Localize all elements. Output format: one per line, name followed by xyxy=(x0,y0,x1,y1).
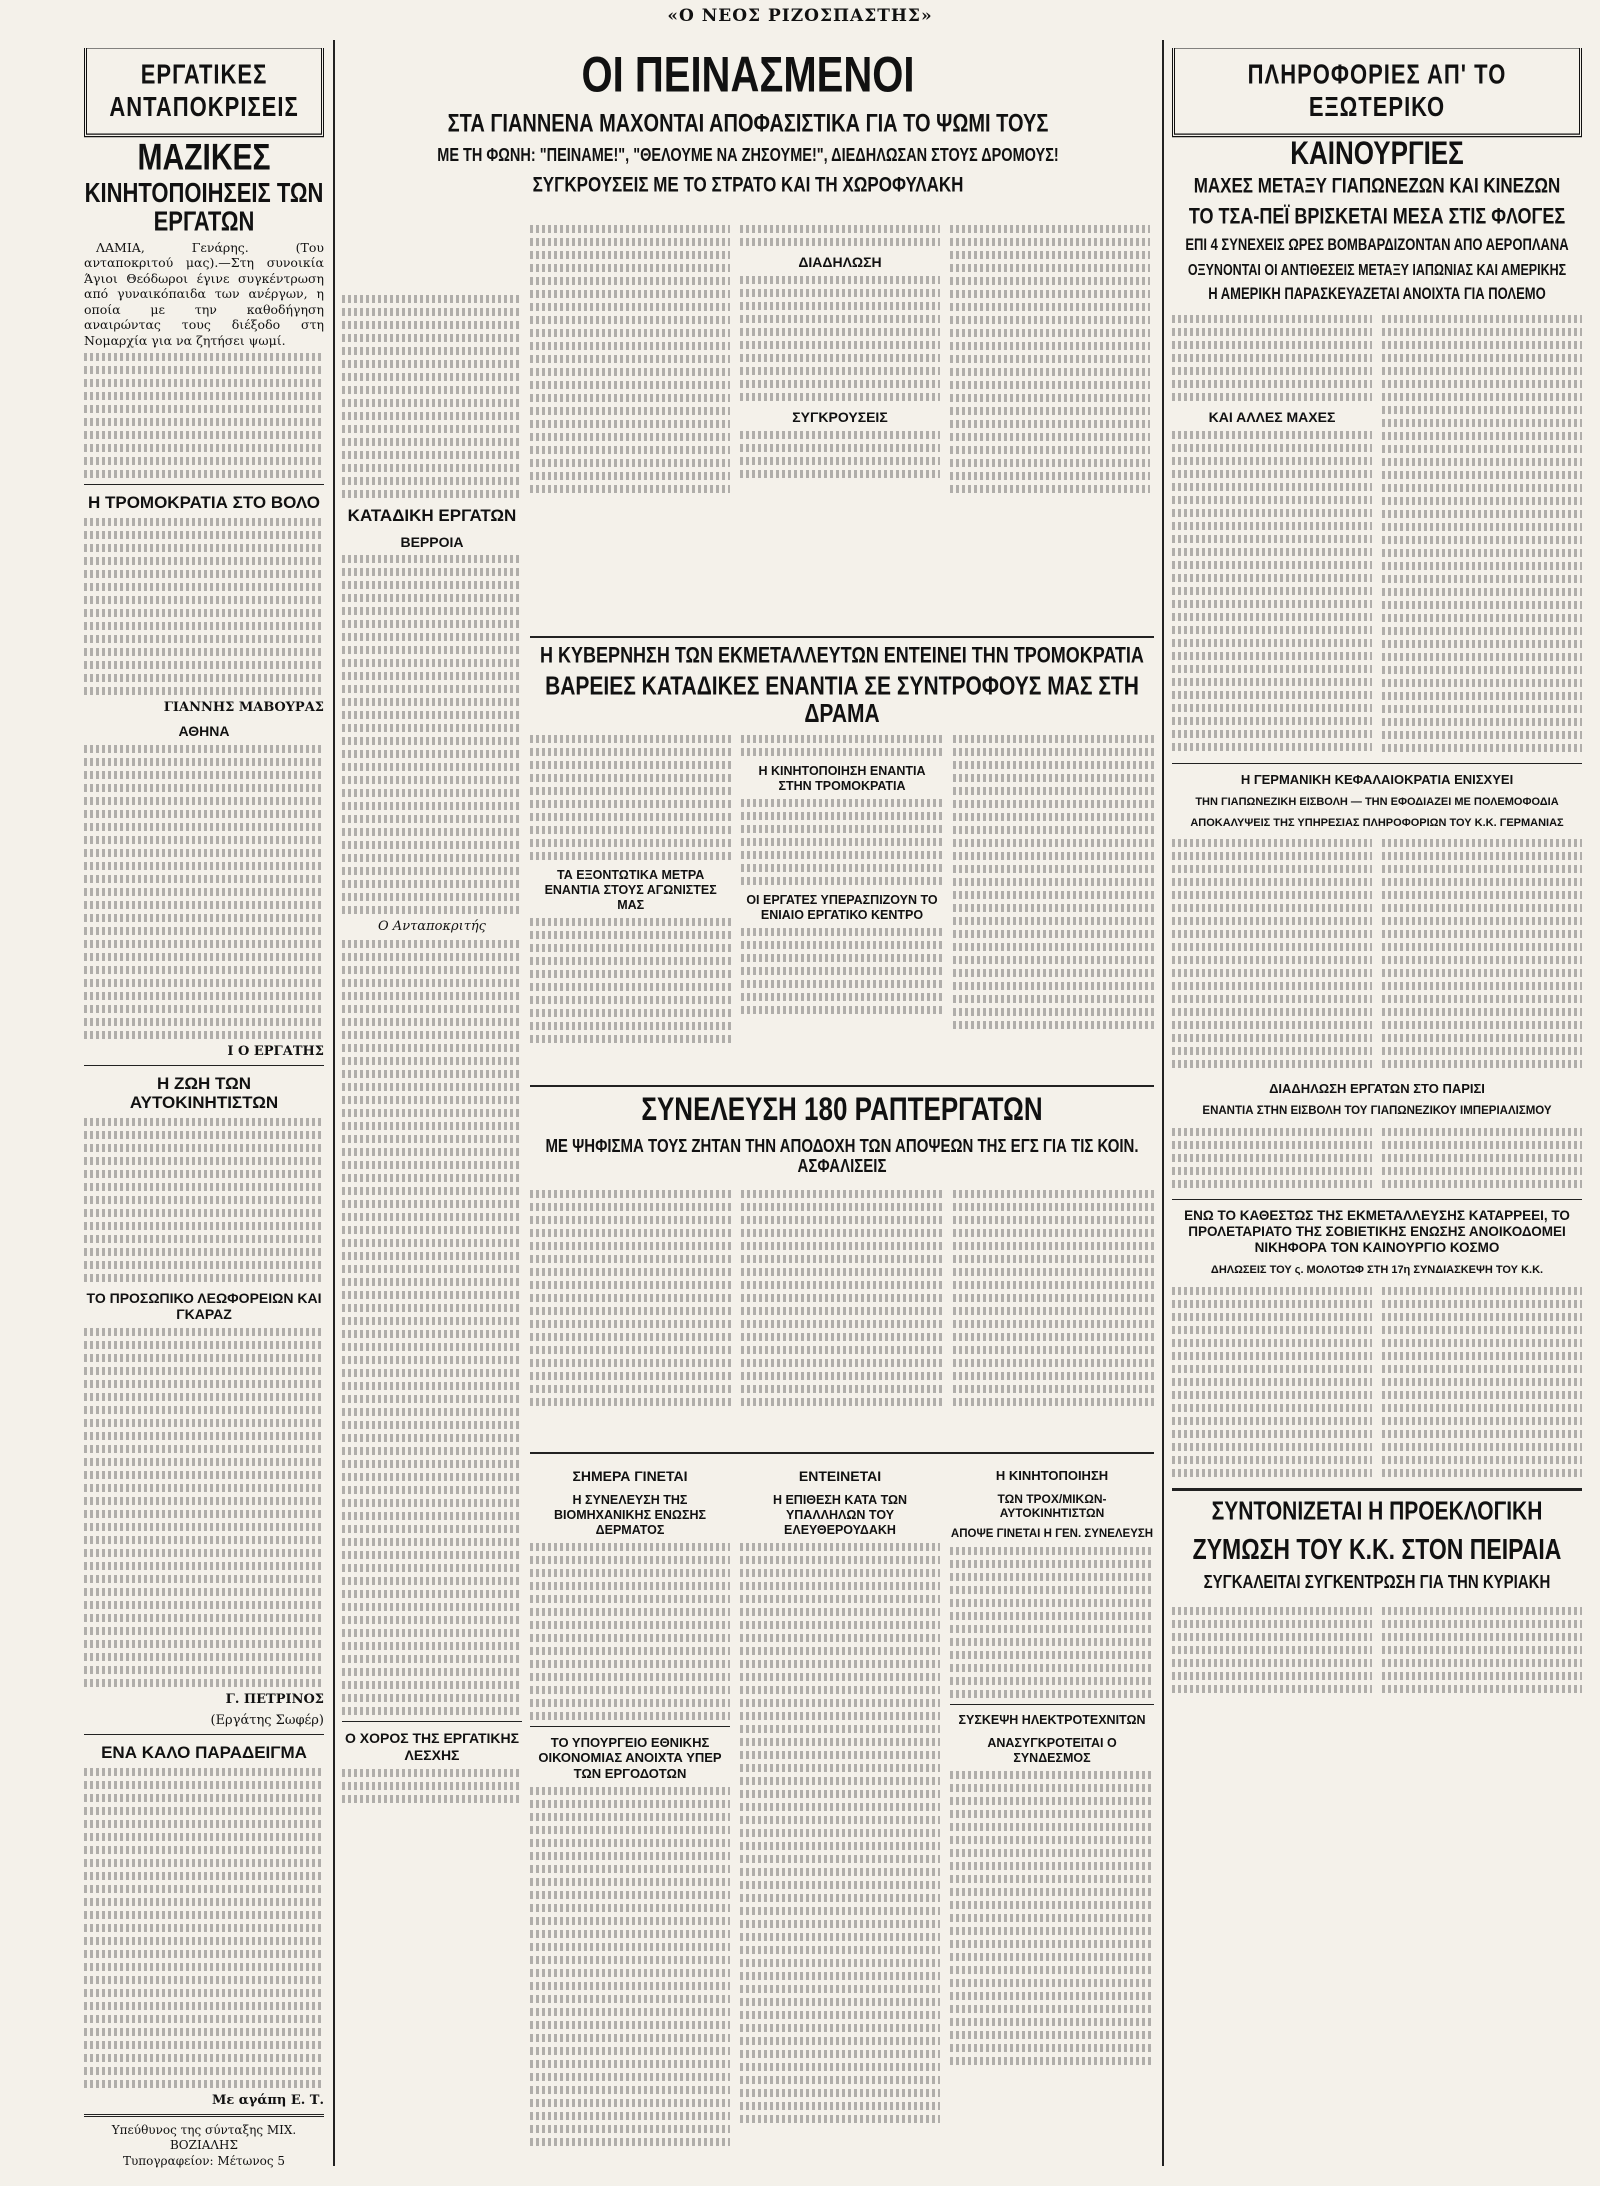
article-title: Η ΕΠΙΘΕΣΗ ΚΑΤΑ ΤΩΝ ΥΠΑΛΛΗΛΩΝ ΤΟΥ ΕΛΕΥΘΕΡΟΥΔΑΚΗ xyxy=(772,1492,908,1537)
employees-box xyxy=(740,1460,940,2160)
section-box-title: ΠΛΗΡΟΦΟΡΙΕΣ ΑΠ' ΤΟ ΕΞΩΤΕΡΙΚΟ xyxy=(1172,48,1582,137)
article-title: ΕΝΩ ΤΟ ΚΑΘΕΣΤΩΣ ΤΗΣ ΕΚΜΕΤΑΛΛΕΥΣΗΣ ΚΑΤΑΡΡΕΕΙ, ΤΟ ΠΡΟΛΕΤΑΡΙΑΤΟ ΤΗΣ ΣΟΒΙΕΤΙΚΗΣ ΕΝΩΣΗΣ ΑΝΟΙΚΟΔΟΜΕΙ ΝΙΚΗΦΟΡΑ ΤΟΝ ΚΑΙΝΟΥΡΓΙΟ ΚΟΣΜΟ xyxy=(1184,1207,1570,1256)
column-rule xyxy=(333,40,335,2166)
tailors-story xyxy=(530,1185,1154,1445)
headline: ΖΥΜΩΣΗ ΤΟΥ Κ.Κ. ΣΤΟΝ ΠΕΙΡΑΙΑ xyxy=(1192,1532,1562,1565)
article-title: ΔΙΑΔΗΛΩΣΗ ΕΡΓΑΤΩΝ ΣΤΟ ΠΑΡΙΣΙ xyxy=(1269,1081,1485,1097)
banner-headline: ΣΥΝΕΛΕΥΣΗ 180 ΡΑΠΤΕΡΓΑΤΩΝ xyxy=(641,1090,1043,1128)
banner-section xyxy=(530,642,1154,722)
article-title: Ο ΧΟΡΟΣ ΤΗΣ ΕΡΓΑΤΙΚΗΣ ΛΕΣΧΗΣ xyxy=(344,1730,520,1764)
article-subtitle: ΔΙΑΔΗΛΩΣΗ xyxy=(798,254,882,270)
article-text xyxy=(84,1118,324,1282)
article-title: ΚΑΤΑΔΙΚΗ ΕΡΓΑΤΩΝ xyxy=(347,506,517,525)
article-text xyxy=(342,1769,522,1803)
article-title: ΕΝΑ ΚΑΛΟ ΠΑΡΑΔΕΙΓΜΑ xyxy=(101,1743,307,1763)
article-text xyxy=(342,940,522,1715)
column-second xyxy=(342,290,522,2170)
article-text xyxy=(84,1328,324,1687)
article-title: ΣΗΜΕΡΑ ΓΙΝΕΤΑΙ xyxy=(572,1468,688,1484)
article-subtitle: ΚΑΙ ΑΛΛΕΣ ΜΑΧΕΣ xyxy=(1208,409,1336,426)
article-subtitle: ΤΑ ΕΞΟΝΤΩΤΙΚΑ ΜΕΤΡΑ ΕΝΑΝΤΙΑ ΣΤΟΥΣ ΑΓΩΝΙΣΤΕΣ ΜΑΣ xyxy=(544,868,717,912)
signature: Με αγάπη Ε. Τ. xyxy=(211,2092,324,2108)
signature-note: (Εργάτης Σωφέρ) xyxy=(210,1713,324,1729)
signature: Ο Ανταποκριτής xyxy=(378,919,486,935)
city-heading: ΒΕΡΡΟΙΑ xyxy=(400,533,464,550)
section-box-title: ΕΡΓΑΤΙΚΕΣ ΑΝΤΑΠΟΚΡΙΣΕΙΣ xyxy=(84,48,324,137)
article-paragraph: ΛΑΜΙΑ, Γενάρης. (Του ανταποκριτού μας).—Στη συνοικία Άγιοι Θεόδωροι έγινε συγκέντρωση από γυναικόπαιδα των ανέργων, η οποία με την καθοδήγηση αναιρώντας τους διέξοδο στη Νομαρχία για να ζητήσει ψωμί. xyxy=(84,239,324,348)
article-text xyxy=(84,745,324,1039)
headline: ΚΑΙΝΟΥΡΓΙΕΣ xyxy=(1290,134,1464,172)
article-title: ΤΟ ΠΡΟΣΩΠΙΚΟ ΛΕΩΦΟΡΕΙΩΝ ΚΑΙ ΓΚΑΡΑΖ xyxy=(86,1289,322,1323)
article-text xyxy=(84,518,324,695)
article-title: Η ΚΙΝΗΤΟΠΟΙΗΣΗ xyxy=(995,1468,1109,1483)
article-text xyxy=(84,1768,324,2088)
article-title: ΤΗΝ ΓΙΑΠΩΝΕΖΙΚΗ ΕΙΣΒΟΛΗ — ΤΗΝ ΕΦΟΔΙΑΖΕΙ ΜΕ ΠΟΛΕΜΟΦΟΔΙΑ xyxy=(1195,796,1559,809)
section-rule xyxy=(530,1452,1154,1454)
article-text xyxy=(342,295,522,498)
article-title: Η ΤΡΟΜΟΚΡΑΤΙΑ ΣΤΟ ΒΟΛΟ xyxy=(87,493,321,513)
article-title: ΑΝΑΣΥΓΚΡΟΤΕΙΤΑΙ Ο ΣΥΝΔΕΣΜΟΣ xyxy=(987,1736,1117,1766)
column-rule xyxy=(1162,40,1164,2166)
headline: ΚΙΝΗΤΟΠΟΙΗΣΕΙΣ ΤΩΝ ΕΡΓΑΤΩΝ xyxy=(84,176,324,237)
footer-note: Υπεύθυνος της σύνταξης ΜΙΧ. ΒΟΖΙΑΛΗΣ xyxy=(111,2122,297,2153)
article-title: ΕΝΤΕΙΝΕΤΑΙ xyxy=(798,1468,882,1484)
article-title: ΔΗΛΩΣΕΙΣ ΤΟΥ ς. ΜΟΛΟΤΩΦ ΣΤΗ 17η ΣΥΝΔΙΑΣΚΕΨΗ ΤΟΥ Κ.Κ. xyxy=(1210,1264,1544,1277)
article-subtitle: Η ΚΙΝΗΤΟΠΟΙΗΣΗ ΕΝΑΝΤΙΑ ΣΤΗΝ ΤΡΟΜΟΚΡΑΤΙΑ xyxy=(758,764,926,793)
headline: ΜΑΧΕΣ ΜΕΤΑΞΥ ΓΙΑΠΩΝΕΖΩΝ ΚΑΙ ΚΙΝΕΖΩΝ xyxy=(1193,173,1561,198)
article-title: ΣΥΣΚΕΨΗ ΗΛΕΚΤΡΟΤΕΧΝΙΤΩΝ xyxy=(958,1713,1146,1728)
lead-subheadline: ΣΤΑ ΓΙΑΝΝΕΝΑ ΜΑΧΟΝΤΑΙ ΑΠΟΦΑΣΙΣΤΙΚΑ ΓΙΑ ΤΟ ΨΩΜΙ ΤΟΥΣ xyxy=(447,110,1049,138)
column-left xyxy=(84,48,324,2168)
lead-subheadline: ΜΕ ΤΗ ΦΩΝΗ: "ΠΕΙΝΑΜΕ!", "ΘΕΛΟΥΜΕ ΝΑ ΖΗΣΟΥΜΕ!", ΔΙΕΔΗΛΩΣΑΝ ΣΤΟΥΣ ΔΡΟΜΟΥΣ! xyxy=(437,145,1059,166)
column-right xyxy=(1172,48,1582,2168)
banner-section xyxy=(530,1090,1154,1180)
article-title: ΤΩΝ ΤΡΟΧ/ΜΙΚΩΝ-ΑΥΤΟΚΙΝΗΤΙΣΤΩΝ xyxy=(997,1491,1107,1520)
trial-story xyxy=(530,730,1154,1075)
article-text xyxy=(342,555,522,914)
footer-note: Τυπογραφείον: Μέτωνος 5 xyxy=(122,2153,286,2168)
headline: Η ΑΜΕΡΙΚΗ ΠΑΡΑΣΚΕΥΑΖΕΤΑΙ ΑΝΟΙΧΤΑ ΓΙΑ ΠΟΛΕΜΟ xyxy=(1208,283,1546,303)
headline: ΣΥΝΤΟΝΙΖΕΤΑΙ Η ΠΡΟΕΚΛΟΓΙΚΗ xyxy=(1211,1496,1543,1526)
banner-headline: Η ΚΥΒΕΡΝΗΣΗ ΤΩΝ ΕΚΜΕΤΑΛΛΕΥΤΩΝ ΕΝΤΕΙΝΕΙ ΤΗΝ ΤΡΟΜΟΚΡΑΤΙΑ xyxy=(540,642,1144,668)
article-title: ΕΝΑΝΤΙΑ ΣΤΗΝ ΕΙΣΒΟΛΗ ΤΟΥ ΓΙΑΠΩΝΕΖΙΚΟΥ ΙΜΠΕΡΙΑΛΙΣΜΟΥ xyxy=(1202,1105,1552,1117)
signature: ΓΙΑΝΝΗΣ ΜΑΒΟΥΡΑΣ xyxy=(163,699,324,715)
signature: Γ. ΠΕΤΡΙΝΟΣ xyxy=(225,1692,324,1708)
leather-union-box xyxy=(530,1460,730,2160)
article-subtitle: ΟΙ ΕΡΓΑΤΕΣ ΥΠΕΡΑΣΠΙΖΟΥΝ ΤΟ ΕΝΙΑΙΟ ΕΡΓΑΤΙΚΟ ΚΕΝΤΡΟ xyxy=(746,893,938,922)
drivers-box xyxy=(950,1460,1154,2160)
masthead: «Ο ΝΕΟΣ ΡΙΖΟΣΠΑΣΤΗΣ» xyxy=(667,6,933,26)
article-title: Η ΓΕΡΜΑΝΙΚΗ ΚΕΦΑΛΑΙΟΚΡΑΤΙΑ ΕΝΙΣΧΥΕΙ xyxy=(1240,772,1514,788)
lead-subheadline: ΣΥΓΚΡΟΥΣΕΙΣ ΜΕ ΤΟ ΣΤΡΑΤΟ ΚΑΙ ΤΗ ΧΩΡΟΦΥΛΑΚΗ xyxy=(532,172,964,197)
article-subtitle: ΣΥΓΚΡΟΥΣΕΙΣ xyxy=(792,408,888,425)
article-title: Η ΣΥΝΕΛΕΥΣΗ ΤΗΣ ΒΙΟΜΗΧΑΝΙΚΗΣ ΕΝΩΣΗΣ ΔΕΡΜΑΤΟΣ xyxy=(554,1492,706,1537)
city-heading: ΑΘΗΝΑ xyxy=(178,722,230,739)
headline: ΟΞΥΝΟΝΤΑΙ ΟΙ ΑΝΤΙΘΕΣΕΙΣ ΜΕΤΑΞΥ ΙΑΠΩΝΙΑΣ ΚΑΙ ΑΜΕΡΙΚΗΣ xyxy=(1187,260,1567,279)
section-rule xyxy=(530,636,1154,638)
article-title: Η ΖΩΗ ΤΩΝ ΑΥΤΟΚΙΝΗΤΙΣΤΩΝ xyxy=(129,1073,279,1113)
article-title: ΤΟ ΥΠΟΥΡΓΕΙΟ ΕΘΝΙΚΗΣ ΟΙΚΟΝΟΜΙΑΣ ΑΝΟΙΧΤΑ ΥΠΕΡ ΤΩΝ ΕΡΓΟΔΟΤΩΝ xyxy=(538,1734,722,1781)
banner-headline: ΜΕ ΨΗΦΙΣΜΑ ΤΟΥΣ ΖΗΤΑΝ ΤΗΝ ΑΠΟΔΟΧΗ ΤΩΝ ΑΠΟΨΕΩΝ ΤΗΣ ΕΓΣ ΓΙΑ ΤΙΣ ΚΟΙΝ. ΑΣΦΑΛΙΣΕΙΣ xyxy=(545,1136,1139,1178)
banner-headline: ΒΑΡΕΙΕΣ ΚΑΤΑΔΙΚΕΣ ΕΝΑΝΤΙΑ ΣΕ ΣΥΝΤΡΟΦΟΥΣ ΜΑΣ ΣΤΗ ΔΡΑΜΑ xyxy=(545,672,1139,722)
article-title: ΑΠΟΨΕ ΓΙΝΕΤΑΙ Η ΓΕΝ. ΣΥΝΕΛΕΥΣΗ xyxy=(950,1528,1154,1541)
article-text xyxy=(84,240,324,479)
headline: ΤΟ ΤΣΑ-ΠΕΪ ΒΡΙΣΚΕΤΑΙ ΜΕΣΑ ΣΤΙΣ ΦΛΟΓΕΣ xyxy=(1188,203,1566,229)
headline: ΜΑΖΙΚΕΣ xyxy=(137,136,271,179)
section-rule xyxy=(530,1085,1154,1087)
article-title: ΑΠΟΚΑΛΥΨΕΙΣ ΤΗΣ ΥΠΗΡΕΣΙΑΣ ΠΛΗΡΟΦΟΡΙΩΝ ΤΟΥ Κ.Κ. ΓΕΡΜΑΝΙΑΣ xyxy=(1190,817,1564,830)
lead-headline: ΟΙ ΠΕΙΝΑΣΜΕΝΟΙ xyxy=(581,48,915,103)
headline: ΣΥΓΚΑΛΕΙΤΑΙ ΣΥΓΚΕΝΤΡΩΣΗ ΓΙΑ ΤΗΝ ΚΥΡΙΑΚΗ xyxy=(1203,1571,1551,1593)
headline: ΕΠΙ 4 ΣΥΝΕΧΕΙΣ ΩΡΕΣ ΒΟΜΒΑΡΔΙΖΟΝΤΑΝ ΑΠΟ ΑΕΡΟΠΛΑΝΑ xyxy=(1185,235,1569,254)
lead-story-body xyxy=(530,220,1150,620)
signature: Ι Ο ΕΡΓΑΤΗΣ xyxy=(227,1043,324,1059)
